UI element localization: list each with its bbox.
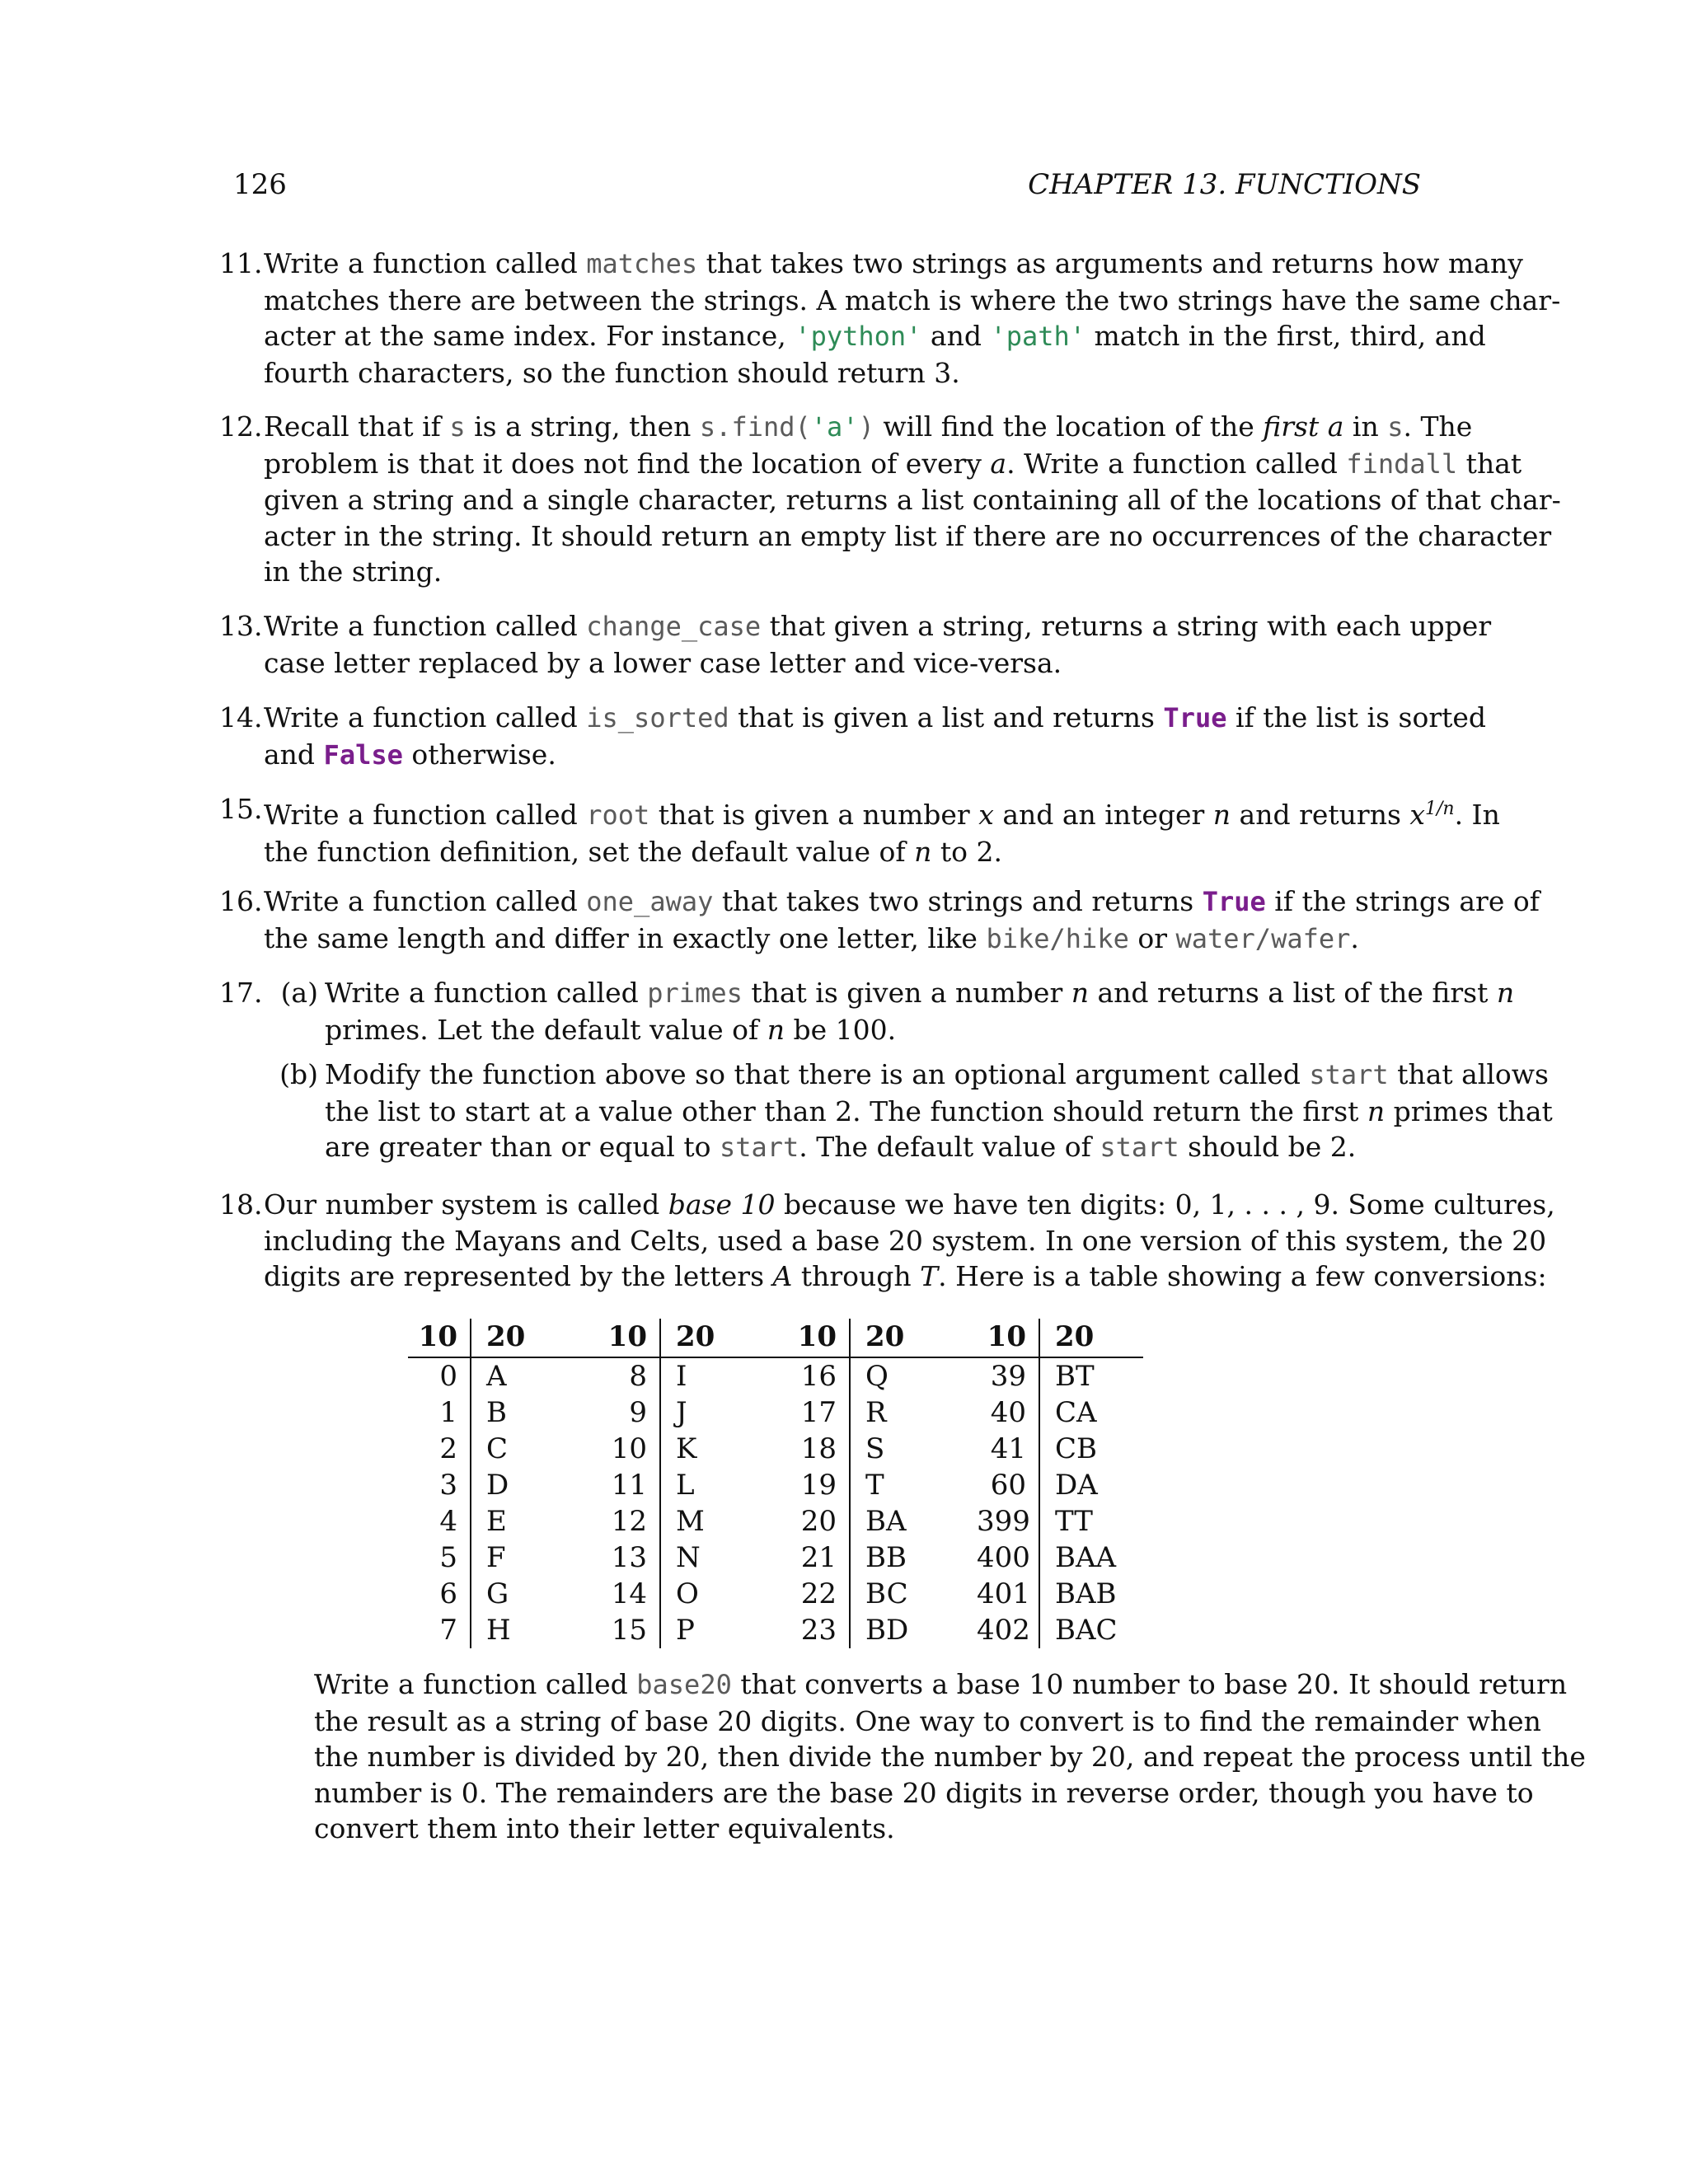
- table-cell-base10: 13: [611, 1541, 647, 1574]
- code-span: matches: [586, 248, 698, 279]
- table-column-divider: [849, 1319, 851, 1648]
- exercise-14: [219, 700, 1487, 773]
- text-line: number is 0. The remainders are the base 20 digits in reverse order, though you have to: [314, 1776, 1534, 1809]
- table-cell-base10: 7: [439, 1614, 457, 1647]
- table-cell-base20: CA: [1055, 1396, 1097, 1429]
- table-cell-base10: 20: [800, 1505, 837, 1538]
- table-cell-base10: 41: [990, 1432, 1026, 1465]
- text-line: Write a function called base20 that converts a base 10 number to base 20. It should return: [314, 1668, 1568, 1700]
- table-cell-base10: 15: [611, 1614, 647, 1647]
- table-cell-base10: 40: [990, 1396, 1026, 1429]
- table-cell-base10: 0: [439, 1360, 457, 1393]
- table-cell-base20: Q: [865, 1360, 889, 1393]
- exercise-number: 11.: [219, 247, 263, 279]
- sub-label: (b): [279, 1058, 318, 1090]
- exercise-number: 12.: [219, 410, 263, 443]
- table-cell-base10: 10: [611, 1432, 647, 1465]
- table-cell-base10: 4: [439, 1505, 457, 1538]
- table-cell-base20: N: [676, 1541, 701, 1574]
- table-cell-base20: E: [486, 1505, 507, 1538]
- table-cell-base10: 11: [611, 1469, 647, 1502]
- exercise-number: 16.: [219, 885, 263, 917]
- table-cell-base20: H: [486, 1614, 511, 1647]
- exercise-number: 14.: [219, 701, 263, 733]
- table-cell-base20: T: [865, 1469, 884, 1502]
- table-cell-base20: F: [486, 1541, 506, 1574]
- table-cell-base20: C: [486, 1432, 509, 1465]
- table-cell-base10: 39: [990, 1360, 1026, 1393]
- text-line: acter at the same index. For instance, 'python' and 'path' match in the first, third, and: [264, 320, 1486, 352]
- table-header-base20: 20: [676, 1320, 715, 1353]
- table-cell-base10: 399: [977, 1505, 1030, 1538]
- exercise-12: [219, 409, 1561, 590]
- text-line: in the string.: [264, 555, 443, 588]
- text-line: Write a function called is_sorted that is given a list and returns True if the list is sorted: [264, 701, 1487, 733]
- text-line: Our number system is called base 10 because we have ten digits: 0, 1, . . . , 9. Some cultures,: [264, 1188, 1555, 1221]
- page-number: 126: [233, 168, 287, 201]
- table-cell-base20: O: [676, 1577, 699, 1610]
- table-cell-base10: 401: [977, 1577, 1030, 1610]
- text-line: the function definition, set the default value of n to 2.: [264, 835, 1002, 868]
- table-cell-base10: 3: [439, 1469, 457, 1502]
- text-line: are greater than or equal to start. The default value of start should be 2.: [325, 1131, 1357, 1163]
- table-cell-base20: BA: [865, 1505, 907, 1538]
- table-column-divider: [659, 1319, 661, 1648]
- table-cell-base20: BT: [1055, 1360, 1095, 1393]
- table-cell-base20: BD: [865, 1614, 909, 1647]
- table-cell-base10: 17: [800, 1396, 837, 1429]
- table-cell-base10: 12: [611, 1505, 647, 1538]
- exercise-13: [219, 608, 1492, 681]
- table-column-divider: [1039, 1319, 1040, 1648]
- text-line: Modify the function above so that there is an optional argument called start that allows: [325, 1058, 1549, 1090]
- text-line: problem is that it does not find the location of every a. Write a function called findall that: [264, 447, 1522, 480]
- table-cell-base10: 402: [977, 1614, 1030, 1647]
- table-cell-base10: 6: [439, 1577, 457, 1610]
- text-line: Write a function called one_away that takes two strings and returns True if the strings are of: [264, 885, 1540, 917]
- table-header-base10: 10: [418, 1320, 457, 1353]
- table-header-base10: 10: [797, 1320, 837, 1353]
- table-cell-base20: G: [486, 1577, 509, 1610]
- table-cell-base10: 16: [800, 1360, 837, 1393]
- table-cell-base20: TT: [1055, 1505, 1093, 1538]
- table-cell-base10: 18: [800, 1432, 837, 1465]
- text-line: fourth characters, so the function should return 3.: [264, 356, 960, 389]
- exercise-11: [219, 246, 1561, 391]
- text-line: given a string and a single character, returns a list containing all of the locations of that char-: [264, 484, 1561, 516]
- table-cell-base20: B: [486, 1396, 507, 1429]
- keyword-true: True: [1202, 886, 1266, 917]
- table-cell-base20: R: [865, 1396, 887, 1429]
- text-line: Write a function called root that is given a number x and an integer n and returns $x^{1/n}$. In: [264, 799, 1500, 831]
- text-line: Recall that if s is a string, then s.find('a') will find the location of the first a in s. The: [264, 410, 1473, 443]
- table-cell-base20: P: [676, 1614, 695, 1647]
- table-header-base20: 20: [1055, 1320, 1095, 1353]
- table-header-base10: 10: [607, 1320, 647, 1353]
- table-cell-base20: BC: [865, 1577, 908, 1610]
- exercise-17a: [280, 975, 1515, 1047]
- table-cell-base20: I: [676, 1360, 687, 1393]
- table-cell-base20: K: [676, 1432, 697, 1465]
- text-line: Write a function called matches that takes two strings as arguments and returns how many: [264, 247, 1523, 279]
- table-cell-base20: BAA: [1055, 1541, 1117, 1574]
- table-cell-base10: 23: [800, 1614, 837, 1647]
- running-head: CHAPTER 13. FUNCTIONS: [1028, 168, 1421, 201]
- text-line: the number is divided by 20, then divide the number by 20, and repeat the process until the: [314, 1741, 1586, 1773]
- table-header-base20: 20: [486, 1320, 526, 1353]
- table-cell-base20: BAB: [1055, 1577, 1117, 1610]
- table-header-base10: 10: [987, 1320, 1026, 1353]
- text-line: case letter replaced by a lower case letter and vice-versa.: [264, 646, 1062, 679]
- exercise-15: [219, 791, 1500, 869]
- text-line: Write a function called change_case that given a string, returns a string with each upper: [264, 610, 1492, 642]
- table-cell-base10: 60: [990, 1469, 1026, 1502]
- text-line: matches there are between the strings. A match is where the two strings have the same char-: [264, 284, 1561, 316]
- table-cell-base10: 22: [800, 1577, 837, 1610]
- text-line: digits are represented by the letters A through T. Here is a table showing a few conversions:: [264, 1260, 1547, 1292]
- string-literal: 'python': [795, 321, 922, 352]
- table-header-base20: 20: [865, 1320, 905, 1353]
- table-cell-base20: S: [865, 1432, 885, 1465]
- text-line: acter in the string. It should return an empty list if there are no occurrences of the character: [264, 519, 1552, 552]
- text-line: convert them into their letter equivalents.: [314, 1812, 895, 1844]
- table-cell-base10: 5: [439, 1541, 457, 1574]
- table-cell-base20: D: [486, 1469, 509, 1502]
- table-cell-base10: 19: [800, 1469, 837, 1502]
- table-cell-base20: L: [676, 1469, 695, 1502]
- table-cell-base20: CB: [1055, 1432, 1097, 1465]
- text-line: the result as a string of base 20 digits. One way to convert is to find the remainder when: [314, 1704, 1541, 1737]
- table-cell-base10: 8: [629, 1360, 647, 1393]
- table-cell-base10: 400: [977, 1541, 1030, 1574]
- text-line: the list to start at a value other than 2. The function should return the first n primes that: [325, 1094, 1553, 1127]
- keyword-true: True: [1163, 702, 1227, 733]
- exercise-number: 13.: [219, 610, 263, 642]
- table-cell-base20: DA: [1055, 1469, 1098, 1502]
- exercise-18: [219, 1187, 1555, 1295]
- table-cell-base20: BB: [865, 1541, 907, 1574]
- text-line: primes. Let the default value of n be 100.: [325, 1013, 897, 1046]
- table-cell-base20: A: [486, 1360, 507, 1393]
- base20-paragraph: [314, 1666, 1586, 1847]
- string-literal: 'path': [990, 321, 1086, 352]
- exercise-number: 18.: [219, 1188, 263, 1221]
- exercise-16: [219, 883, 1540, 957]
- text-line: Write a function called primes that is given a number n and returns a list of the first n: [325, 977, 1515, 1009]
- text-line: including the Mayans and Celts, used a base 20 system. In one version of this system, the 20: [264, 1224, 1547, 1257]
- table-cell-base10: 9: [629, 1396, 647, 1429]
- table-cell-base10: 21: [800, 1541, 837, 1574]
- table-cell-base20: M: [676, 1505, 705, 1538]
- sub-label: (a): [280, 977, 318, 1009]
- exercise-number: 17.: [219, 977, 263, 1009]
- table-column-divider: [470, 1319, 471, 1648]
- exercise-number: 15.: [219, 793, 263, 825]
- text-line: the same length and differ in exactly one letter, like bike/hike or water/wafer.: [264, 921, 1359, 954]
- table-cell-base10: 2: [439, 1432, 457, 1465]
- table-cell-base10: 14: [611, 1577, 647, 1610]
- table-cell-base20: BAC: [1055, 1614, 1118, 1647]
- keyword-false: False: [323, 738, 403, 771]
- text-line: and False otherwise.: [264, 738, 556, 771]
- exercise-17b: [279, 1057, 1553, 1166]
- table-header-rule: [408, 1357, 1143, 1358]
- table-cell-base10: 1: [439, 1396, 457, 1429]
- table-cell-base20: J: [676, 1396, 687, 1429]
